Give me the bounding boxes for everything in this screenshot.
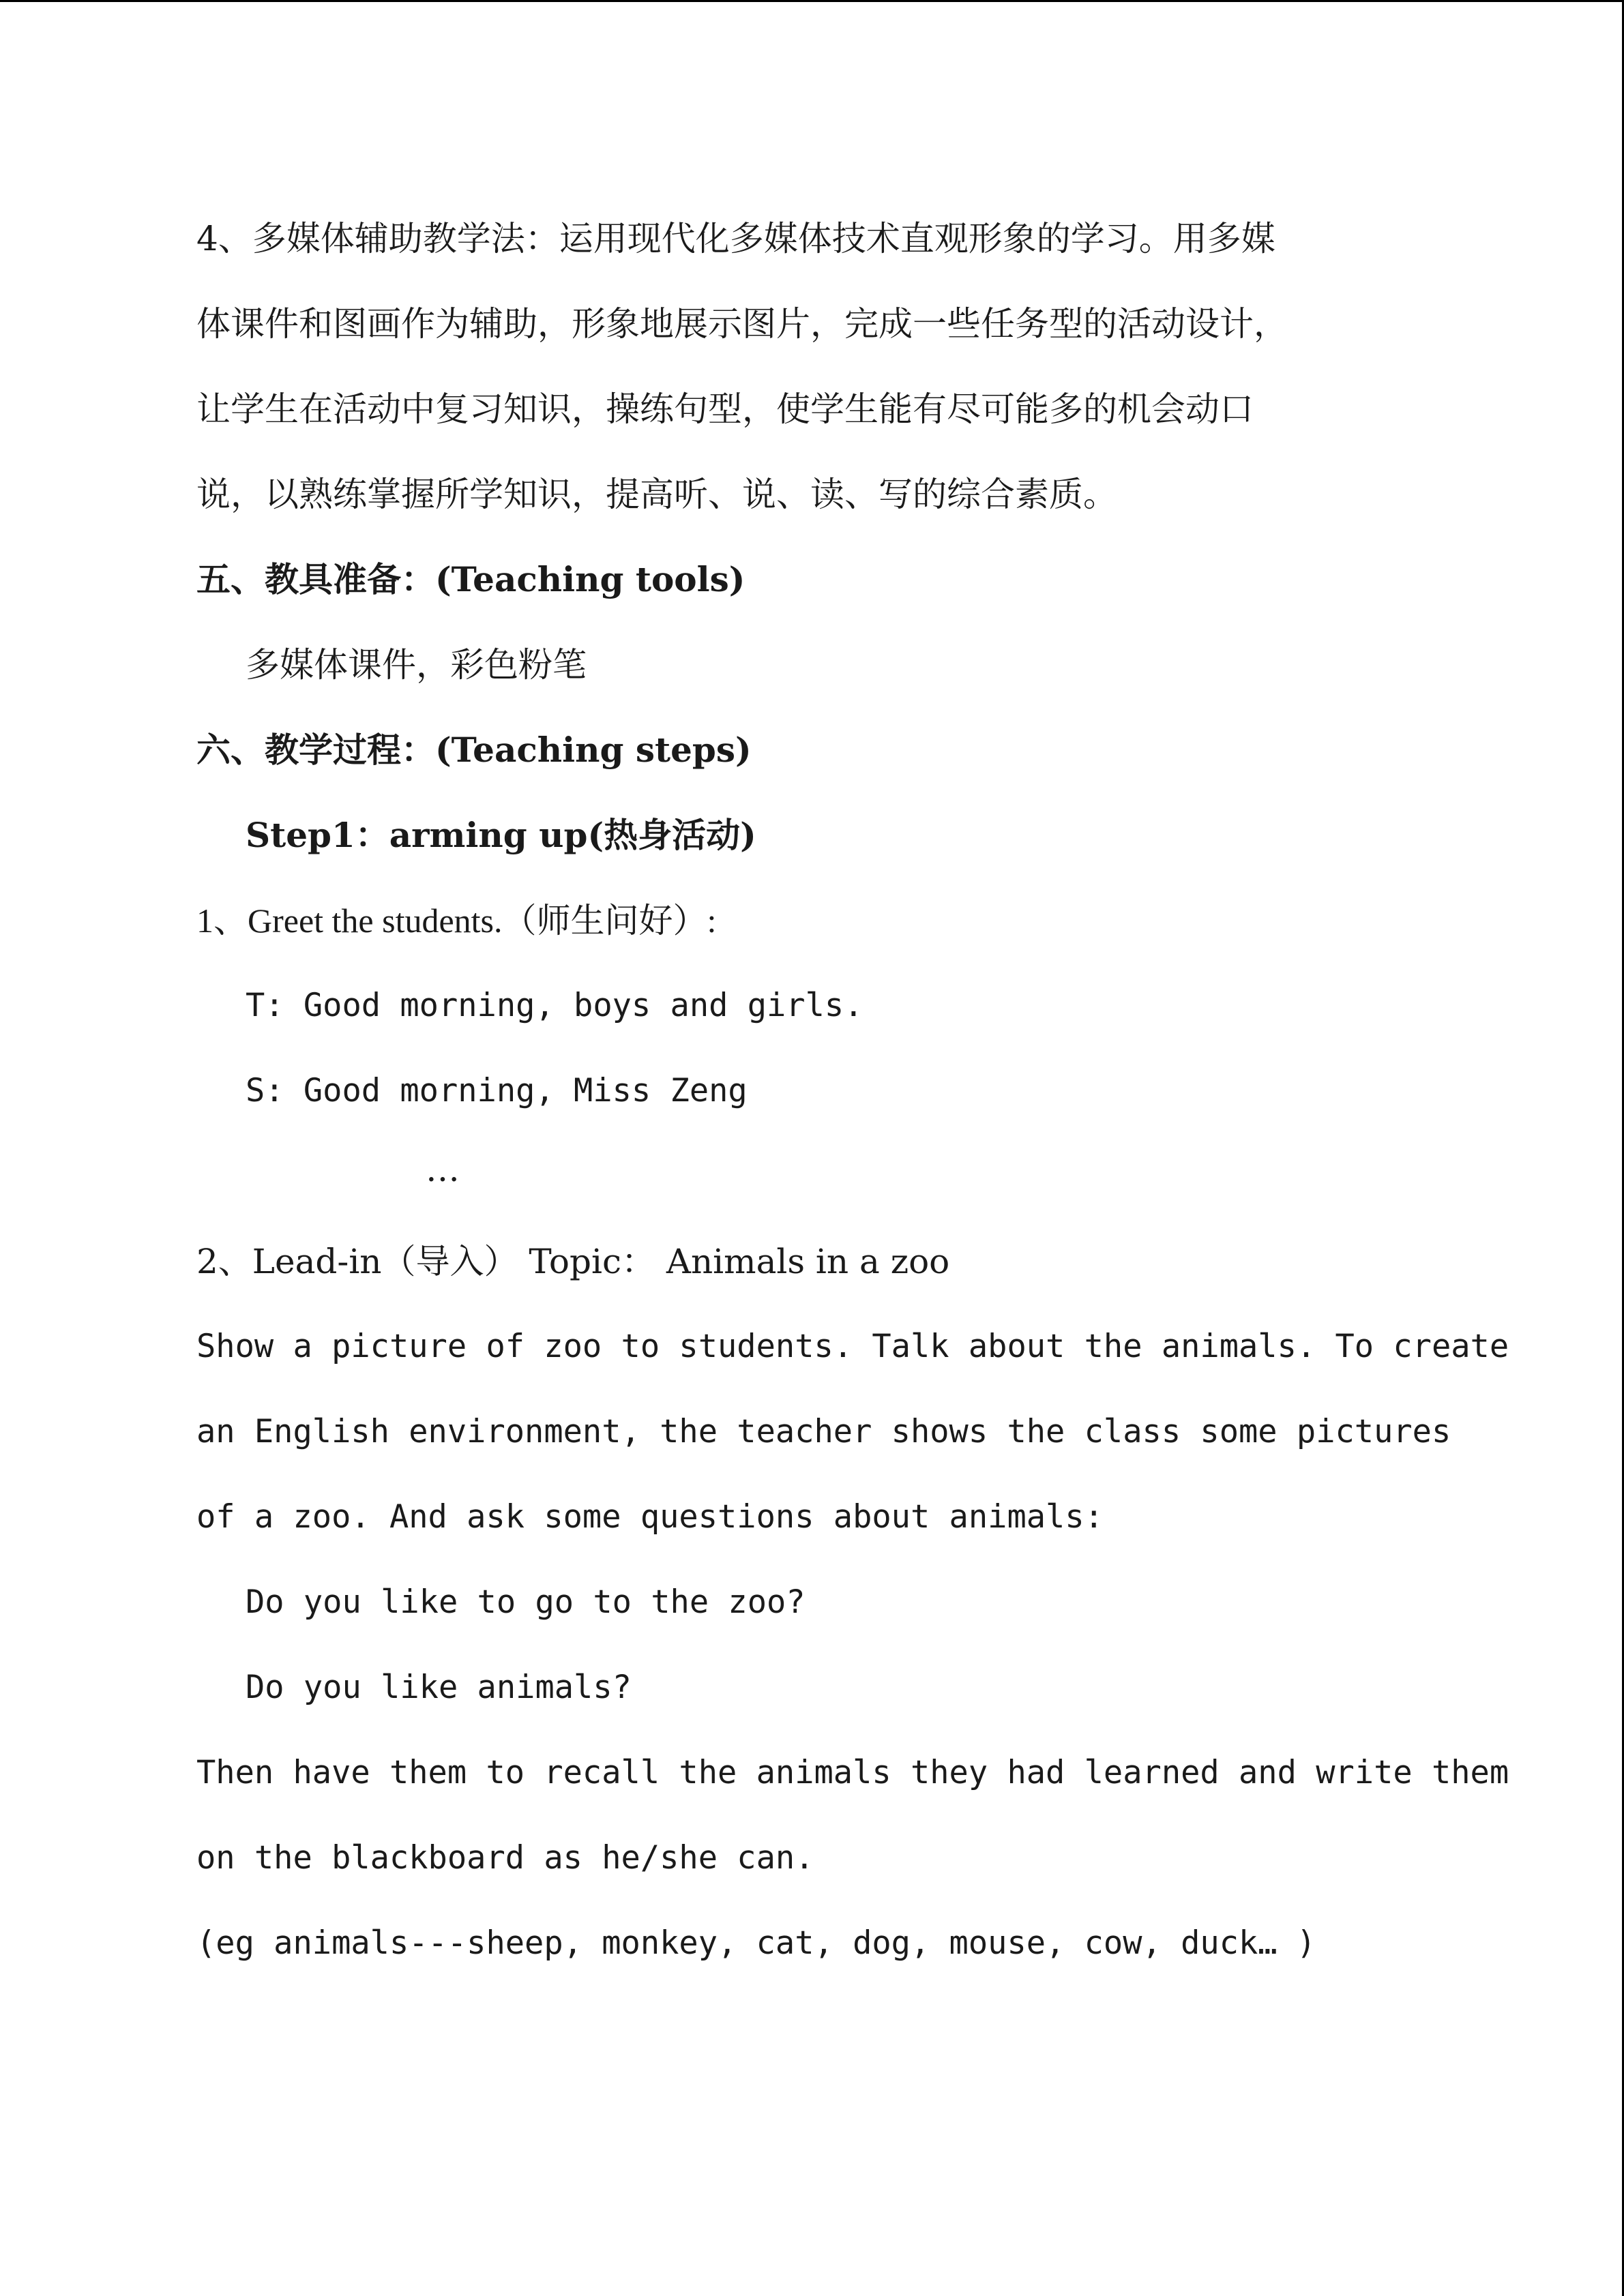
item-2-lead-in: 2、Lead-in（导入） Topic： Animals in a zoo — [196, 1242, 950, 1281]
recall-line-1: Then have them to recall the animals they had learned and write them — [196, 1754, 1509, 1791]
question-2: Do you like animals? — [246, 1669, 632, 1706]
step-1-text: Step1：arming up(热身活动) — [246, 815, 756, 855]
recall-line-2: on the blackboard as he/she can. — [196, 1839, 814, 1877]
section-5-content: 多媒体课件，彩色粉笔 — [246, 645, 587, 685]
body-line-2: an English environment, the teacher shows the class some pictures — [196, 1413, 1451, 1450]
paragraph-4-line-1: 4、多媒体辅助教学法：运用现代化多媒体技术直观形象的学习。用多媒 — [196, 219, 1275, 258]
item-1-greet: 1、Greet the students.（师生问好）: — [196, 901, 717, 940]
section-5-heading: 五、教具准备：(Teaching tools) — [196, 559, 745, 599]
paragraph-4-line-3: 让学生在活动中复习知识，操练句型，使学生能有尽可能多的机会动口 — [196, 389, 1254, 429]
step-1-title — [246, 815, 756, 856]
question-1: Do you like to go to the zoo? — [246, 1583, 806, 1621]
example-animals: (eg animals---sheep, monkey, cat, dog, mouse, cow, duck… ) — [196, 1924, 1316, 1962]
paragraph-4-line-2: 体课件和图画作为辅助，形象地展示图片，完成一些任务型的活动设计， — [196, 304, 1288, 344]
section-6-heading: 六、教学过程：(Teaching steps) — [196, 730, 752, 770]
body-line-3: of a zoo. And ask some questions about animals: — [196, 1498, 1104, 1536]
page-border-top — [0, 0, 1624, 2]
dialog-student: S: Good morning, Miss Zeng — [246, 1072, 748, 1109]
dialog-teacher: T: Good morning, boys and girls. — [246, 987, 863, 1024]
paragraph-4-line-4: 说，以熟练掌握所学知识，提高听、说、读、写的综合素质。 — [196, 475, 1117, 514]
body-line-1: Show a picture of zoo to students. Talk about the animals. To create — [196, 1328, 1509, 1365]
ellipsis: … — [426, 1150, 460, 1189]
